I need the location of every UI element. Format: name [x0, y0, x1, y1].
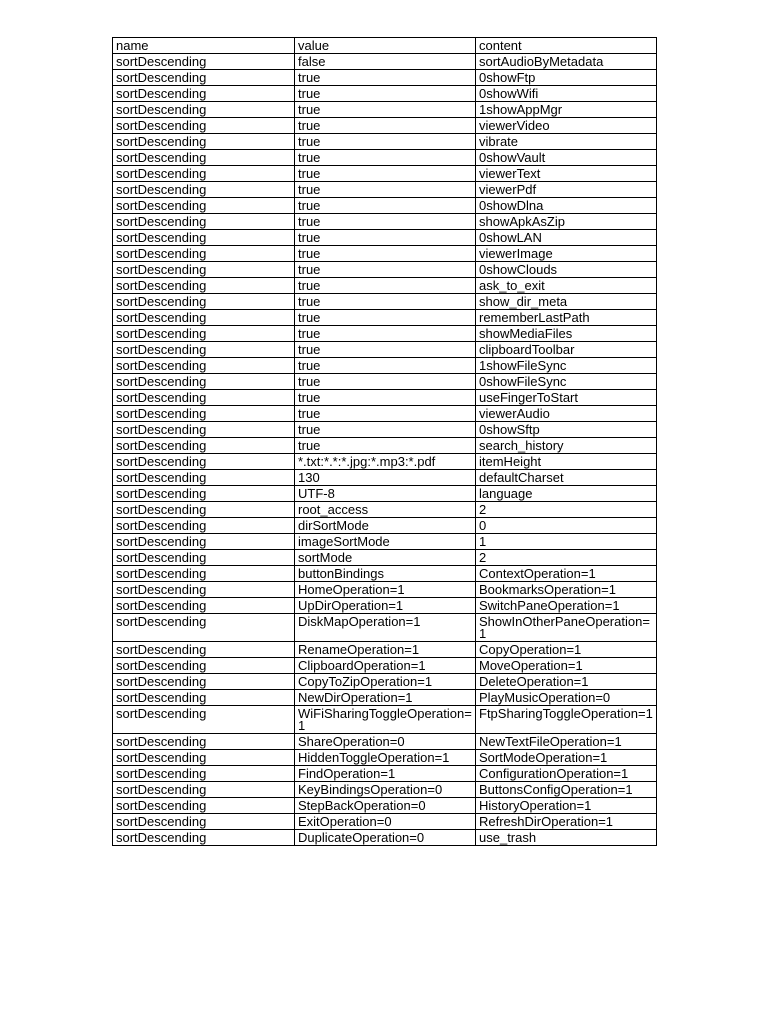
table-row	[113, 502, 657, 518]
content-cell: CopyOperation=1	[476, 642, 657, 658]
table-row	[113, 150, 657, 166]
name-cell: sortDescending	[113, 814, 295, 830]
value-cell: buttonBindings	[295, 566, 476, 582]
content-cell: 0showClouds	[476, 262, 657, 278]
content-cell: BookmarksOperation=1	[476, 582, 657, 598]
content-cell: ContextOperation=1	[476, 566, 657, 582]
value-cell: DuplicateOperation=0	[295, 830, 476, 846]
name-cell: sortDescending	[113, 582, 295, 598]
name-cell: sortDescending	[113, 246, 295, 262]
value-cell: true	[295, 246, 476, 262]
settings-table	[112, 37, 657, 846]
content-cell: viewerPdf	[476, 182, 657, 198]
content-cell: defaultCharset	[476, 470, 657, 486]
name-cell: sortDescending	[113, 750, 295, 766]
value-cell: true	[295, 86, 476, 102]
content-cell: NewTextFileOperation=1	[476, 734, 657, 750]
value-cell: imageSortMode	[295, 534, 476, 550]
table-row	[113, 342, 657, 358]
value-cell: true	[295, 230, 476, 246]
name-cell: sortDescending	[113, 278, 295, 294]
table-row	[113, 566, 657, 582]
value-cell: true	[295, 70, 476, 86]
value-cell: 130	[295, 470, 476, 486]
name-cell: sortDescending	[113, 214, 295, 230]
value-cell: true	[295, 342, 476, 358]
content-cell: 1	[476, 534, 657, 550]
table-row	[113, 658, 657, 674]
name-cell: sortDescending	[113, 406, 295, 422]
table-row	[113, 246, 657, 262]
content-cell: 0	[476, 518, 657, 534]
content-cell: FtpSharingToggleOperation=1	[476, 706, 657, 734]
name-cell: sortDescending	[113, 518, 295, 534]
content-cell: itemHeight	[476, 454, 657, 470]
value-cell: true	[295, 294, 476, 310]
name-cell: sortDescending	[113, 438, 295, 454]
value-cell: true	[295, 438, 476, 454]
content-cell: ask_to_exit	[476, 278, 657, 294]
content-cell: rememberLastPath	[476, 310, 657, 326]
name-cell: sortDescending	[113, 766, 295, 782]
name-cell: sortDescending	[113, 642, 295, 658]
table-row	[113, 214, 657, 230]
table-row	[113, 642, 657, 658]
content-cell: useFingerToStart	[476, 390, 657, 406]
value-cell: true	[295, 214, 476, 230]
table-row	[113, 310, 657, 326]
name-cell: sortDescending	[113, 102, 295, 118]
table-row	[113, 486, 657, 502]
table-row	[113, 706, 657, 734]
name-cell: sortDescending	[113, 550, 295, 566]
content-cell: 2	[476, 550, 657, 566]
name-cell: sortDescending	[113, 294, 295, 310]
value-cell: root_access	[295, 502, 476, 518]
name-cell: sortDescending	[113, 470, 295, 486]
content-cell: 0showFtp	[476, 70, 657, 86]
name-cell: sortDescending	[113, 566, 295, 582]
content-cell: language	[476, 486, 657, 502]
name-cell: sortDescending	[113, 390, 295, 406]
name-cell: sortDescending	[113, 182, 295, 198]
content-cell: showApkAsZip	[476, 214, 657, 230]
table-row	[113, 54, 657, 70]
content-cell: vibrate	[476, 134, 657, 150]
name-cell: sortDescending	[113, 326, 295, 342]
table-row	[113, 550, 657, 566]
value-cell: true	[295, 262, 476, 278]
name-cell: sortDescending	[113, 358, 295, 374]
name-cell: sortDescending	[113, 134, 295, 150]
content-cell: 1showFileSync	[476, 358, 657, 374]
value-cell: ShareOperation=0	[295, 734, 476, 750]
header-cell-value: value	[295, 38, 476, 54]
table-row	[113, 814, 657, 830]
name-cell: sortDescending	[113, 534, 295, 550]
value-cell: true	[295, 198, 476, 214]
value-cell: FindOperation=1	[295, 766, 476, 782]
content-cell: 0showFileSync	[476, 374, 657, 390]
table-row	[113, 598, 657, 614]
value-cell: ExitOperation=0	[295, 814, 476, 830]
content-cell: ShowInOtherPaneOperation=1	[476, 614, 657, 642]
name-cell: sortDescending	[113, 342, 295, 358]
content-cell: MoveOperation=1	[476, 658, 657, 674]
table-row	[113, 390, 657, 406]
content-cell: sortAudioByMetadata	[476, 54, 657, 70]
value-cell: WiFiSharingToggleOperation=1	[295, 706, 476, 734]
table-row	[113, 198, 657, 214]
name-cell: sortDescending	[113, 422, 295, 438]
content-cell: viewerImage	[476, 246, 657, 262]
value-cell: true	[295, 118, 476, 134]
content-cell: ConfigurationOperation=1	[476, 766, 657, 782]
value-cell: UTF-8	[295, 486, 476, 502]
name-cell: sortDescending	[113, 598, 295, 614]
value-cell: true	[295, 150, 476, 166]
name-cell: sortDescending	[113, 230, 295, 246]
table-row	[113, 422, 657, 438]
content-cell: RefreshDirOperation=1	[476, 814, 657, 830]
content-cell: clipboardToolbar	[476, 342, 657, 358]
name-cell: sortDescending	[113, 706, 295, 734]
content-cell: show_dir_meta	[476, 294, 657, 310]
table-row	[113, 166, 657, 182]
value-cell: UpDirOperation=1	[295, 598, 476, 614]
content-cell: HistoryOperation=1	[476, 798, 657, 814]
name-cell: sortDescending	[113, 166, 295, 182]
name-cell: sortDescending	[113, 486, 295, 502]
table-row	[113, 614, 657, 642]
header-cell-name: name	[113, 38, 295, 54]
content-cell: 2	[476, 502, 657, 518]
table-row	[113, 830, 657, 846]
name-cell: sortDescending	[113, 658, 295, 674]
name-cell: sortDescending	[113, 262, 295, 278]
value-cell: RenameOperation=1	[295, 642, 476, 658]
name-cell: sortDescending	[113, 782, 295, 798]
content-cell: 0showDlna	[476, 198, 657, 214]
table-row	[113, 534, 657, 550]
value-cell: true	[295, 406, 476, 422]
table-row	[113, 798, 657, 814]
content-cell: showMediaFiles	[476, 326, 657, 342]
table-row	[113, 674, 657, 690]
name-cell: sortDescending	[113, 310, 295, 326]
value-cell: true	[295, 166, 476, 182]
name-cell: sortDescending	[113, 614, 295, 642]
table-row	[113, 358, 657, 374]
name-cell: sortDescending	[113, 150, 295, 166]
content-cell: SortModeOperation=1	[476, 750, 657, 766]
content-cell: SwitchPaneOperation=1	[476, 598, 657, 614]
value-cell: KeyBindingsOperation=0	[295, 782, 476, 798]
value-cell: HiddenToggleOperation=1	[295, 750, 476, 766]
name-cell: sortDescending	[113, 690, 295, 706]
table-row	[113, 782, 657, 798]
value-cell: true	[295, 326, 476, 342]
table-row	[113, 690, 657, 706]
value-cell: true	[295, 374, 476, 390]
value-cell: HomeOperation=1	[295, 582, 476, 598]
content-cell: viewerVideo	[476, 118, 657, 134]
table-row	[113, 406, 657, 422]
table-row	[113, 766, 657, 782]
name-cell: sortDescending	[113, 70, 295, 86]
table-row	[113, 374, 657, 390]
table-row	[113, 294, 657, 310]
table-header-row	[113, 38, 657, 54]
table-row	[113, 518, 657, 534]
table-row	[113, 734, 657, 750]
table-row	[113, 470, 657, 486]
content-cell: 0showVault	[476, 150, 657, 166]
value-cell: dirSortMode	[295, 518, 476, 534]
value-cell: false	[295, 54, 476, 70]
content-cell: use_trash	[476, 830, 657, 846]
table-row	[113, 326, 657, 342]
content-cell: PlayMusicOperation=0	[476, 690, 657, 706]
table-body	[113, 38, 657, 846]
table-row	[113, 278, 657, 294]
table-row	[113, 438, 657, 454]
value-cell: true	[295, 182, 476, 198]
value-cell: ClipboardOperation=1	[295, 658, 476, 674]
table-row	[113, 230, 657, 246]
name-cell: sortDescending	[113, 86, 295, 102]
header-cell-content: content	[476, 38, 657, 54]
name-cell: sortDescending	[113, 374, 295, 390]
value-cell: true	[295, 422, 476, 438]
value-cell: true	[295, 102, 476, 118]
content-cell: 0showSftp	[476, 422, 657, 438]
table-row	[113, 134, 657, 150]
table-row	[113, 582, 657, 598]
value-cell: true	[295, 278, 476, 294]
content-cell: search_history	[476, 438, 657, 454]
content-cell: DeleteOperation=1	[476, 674, 657, 690]
value-cell: *.txt:*.*:*.jpg:*.mp3:*.pdf	[295, 454, 476, 470]
content-cell: viewerText	[476, 166, 657, 182]
value-cell: true	[295, 358, 476, 374]
table-row	[113, 262, 657, 278]
name-cell: sortDescending	[113, 454, 295, 470]
value-cell: true	[295, 134, 476, 150]
value-cell: StepBackOperation=0	[295, 798, 476, 814]
value-cell: CopyToZipOperation=1	[295, 674, 476, 690]
name-cell: sortDescending	[113, 798, 295, 814]
table-row	[113, 118, 657, 134]
name-cell: sortDescending	[113, 830, 295, 846]
value-cell: sortMode	[295, 550, 476, 566]
value-cell: true	[295, 390, 476, 406]
name-cell: sortDescending	[113, 734, 295, 750]
content-cell: viewerAudio	[476, 406, 657, 422]
name-cell: sortDescending	[113, 54, 295, 70]
name-cell: sortDescending	[113, 118, 295, 134]
content-cell: 1showAppMgr	[476, 102, 657, 118]
content-cell: 0showWifi	[476, 86, 657, 102]
table-row	[113, 102, 657, 118]
name-cell: sortDescending	[113, 198, 295, 214]
value-cell: true	[295, 310, 476, 326]
table-row	[113, 182, 657, 198]
table-row	[113, 86, 657, 102]
value-cell: DiskMapOperation=1	[295, 614, 476, 642]
table-row	[113, 750, 657, 766]
table-row	[113, 454, 657, 470]
table-row	[113, 70, 657, 86]
content-cell: ButtonsConfigOperation=1	[476, 782, 657, 798]
value-cell: NewDirOperation=1	[295, 690, 476, 706]
content-cell: 0showLAN	[476, 230, 657, 246]
name-cell: sortDescending	[113, 674, 295, 690]
name-cell: sortDescending	[113, 502, 295, 518]
